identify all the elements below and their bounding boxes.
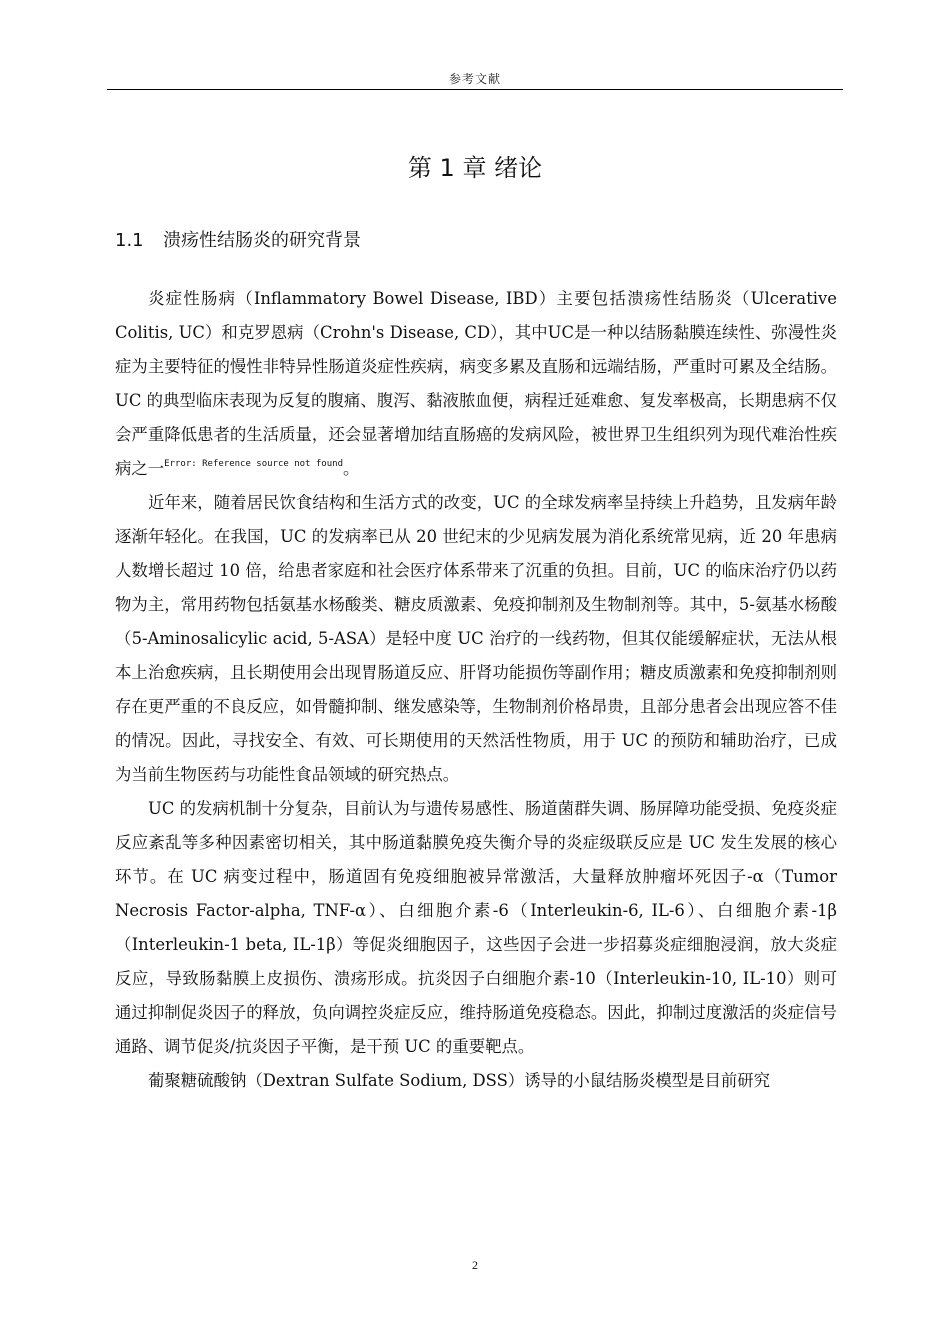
- chapter-title: 第 1 章 绪论: [407, 154, 543, 182]
- section-heading: [115, 226, 361, 252]
- paragraph-1-end: 。: [342, 459, 360, 478]
- paragraph-2: 近年来，随着居民饮食结构和生活方式的改变，UC 的全球发病率呈持续上升趋势，且发病年龄逐渐年轻化。在我国，UC 的发病率已从 20 世纪末的少见病发展为消化系统常见病，近 20 年患病人数增长超过 10 倍，给患者家庭和社会医疗体系带来了沉重的负担。目前，UC 的临床治疗仍以药物为主，常用药物包括氨基水杨酸类、糖皮质激素、免疫抑制剂及生物制剂等。其中，5-氨基水杨酸（5-Aminosalicylic acid, 5-ASA）是轻中度 UC 治疗的一线药物，但其仅能缓解症状，无法从根本上治愈疾病，且长期使用会出现胃肠道反应、肝肾功能损伤等副作用；糖皮质激素和免疫抑制剂则存在更严重的不良反应，如骨髓抑制、继发感染等，生物制剂价格昂贵，且部分患者会出现应答不佳的情况。因此，寻找安全、有效、可长期使用的天然活性物质，用于 UC 的预防和辅助治疗，已成为当前生物医药与功能性食品领域的研究热点。: [115, 493, 837, 784]
- header-rule: [107, 89, 843, 90]
- paragraph-1: [115, 282, 837, 486]
- section-title: 溃疡性结肠炎的研究背景: [163, 230, 361, 251]
- section-number: 1.1: [115, 230, 144, 251]
- page-number: 2: [472, 1258, 478, 1272]
- paragraph-1-text: 炎症性肠病（Inflammatory Bowel Disease, IBD）主要包括溃疡性结肠炎（Ulcerative Colitis, UC）和克罗恩病（Crohn's Disease, CD），其中UC是一种以结肠黏膜连续性、弥漫性炎症为主要特征的慢性非特异性肠道炎症性疾病，病变多累及直肠和远端结肠，严重时可累及全结肠。UC 的典型临床表现为反复的腹痛、腹泻、黏液脓血便，病程迁延难愈、复发率极高，长期患病不仅会严重降低患者的生活质量，还会显著增加结直肠癌的发病风险，被世界卫生组织列为现代难治性疾病之一: [115, 289, 837, 478]
- paragraph-3: UC 的发病机制十分复杂，目前认为与遗传易感性、肠道菌群失调、肠屏障功能受损、免疫炎症反应紊乱等多种因素密切相关，其中肠道黏膜免疫失衡介导的炎症级联反应是 UC 发生发展的核心环节。在 UC 病变过程中，肠道固有免疫细胞被异常激活，大量释放肿瘤坏死因子-α（Tumor Necrosis Factor-alpha, TNF-α）、白细胞介素-6（Interleukin-6, IL-6）、白细胞介素-1β（Interleukin-1 beta, IL-1β）等促炎细胞因子，这些因子会进一步招募炎症细胞浸润，放大炎症反应，导致肠黏膜上皮损伤、溃疡形成。抗炎因子白细胞介素-10（Interleukin-10, IL-10）则可通过抑制促炎因子的释放，负向调控炎症反应，维持肠道免疫稳态。因此，抑制过度激活的炎症信号通路、调节促炎/抗炎因子平衡，是干预 UC 的重要靶点。: [115, 799, 837, 1056]
- reference-error: Error: Reference source not found: [164, 459, 343, 469]
- running-header: 参考文献: [448, 72, 501, 86]
- body-text: [115, 282, 837, 1098]
- paragraph-4: 葡聚糖硫酸钠（Dextran Sulfate Sodium, DSS）诱导的小鼠结肠炎模型是目前研究: [148, 1071, 771, 1090]
